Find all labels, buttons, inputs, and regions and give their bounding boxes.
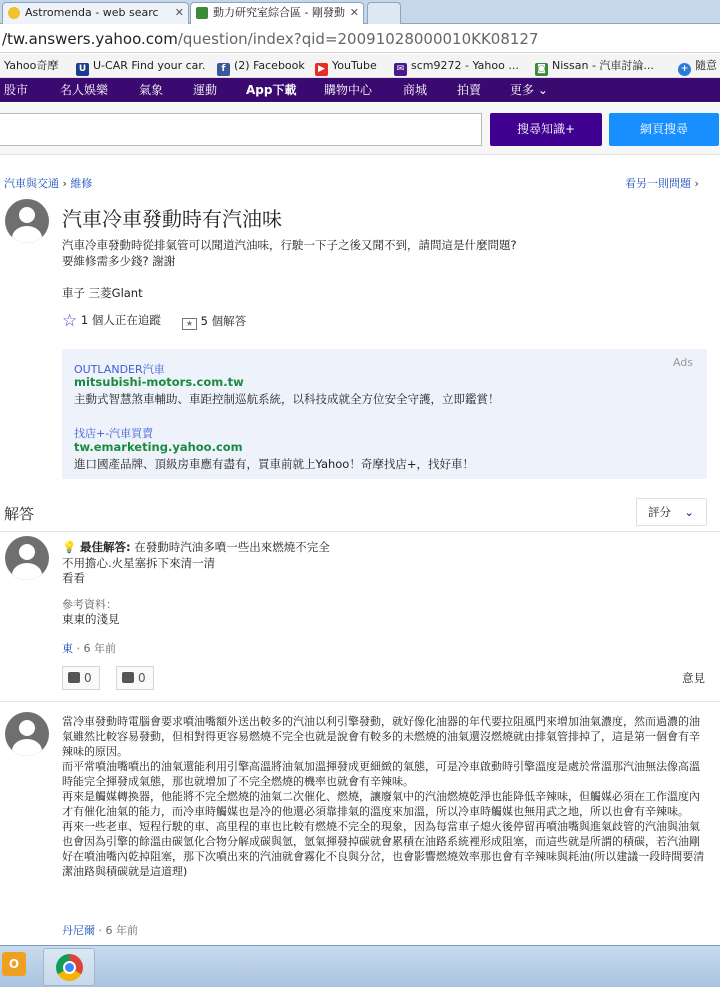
search-input[interactable] (0, 113, 482, 146)
bookmark-mail[interactable] (394, 54, 519, 78)
new-tab-button[interactable] (367, 2, 401, 24)
bookmark-label: Nissan - 汽車討論... (552, 59, 654, 72)
answer-meta (62, 922, 138, 938)
question-detail-2: 要維修需多少錢? 謝謝 (62, 254, 176, 268)
answer-time: · 6 年前 (98, 924, 138, 937)
comment-link[interactable]: 意見 (682, 671, 705, 685)
nav-auction[interactable]: 拍賣 (457, 83, 482, 97)
browser-tab-active[interactable] (190, 2, 364, 24)
bookmark-label: scm9272 - Yahoo ... (411, 59, 519, 72)
downvote-count: 0 (138, 671, 146, 685)
search-web-button[interactable]: 網頁搜尋 (609, 113, 719, 146)
bookmarks-bar (0, 54, 720, 78)
close-icon[interactable]: ✕ (349, 6, 359, 19)
ad-url[interactable]: mitsubishi-motors.com.tw (74, 375, 244, 389)
upvote-count: 0 (84, 671, 92, 685)
chevron-right-icon: › (694, 177, 699, 190)
answer-author[interactable]: 丹尼爾 (62, 924, 95, 937)
browser-tab-bar (0, 0, 720, 24)
divider (0, 701, 720, 702)
windows-taskbar (0, 945, 720, 987)
bookmark-more[interactable] (678, 54, 717, 78)
answer-author[interactable]: 東 (62, 642, 73, 655)
best-answer-badge: 最佳解答: (79, 540, 131, 554)
search-row (0, 103, 720, 155)
youtube-icon: ▶ (315, 63, 328, 76)
reference-label: 參考資料： (62, 598, 117, 611)
bookmark-label: U-CAR Find your car. (93, 59, 206, 72)
best-answer-line2: 不用擔心.火星塞拆下來清一清 (62, 556, 216, 570)
bookmark-yahoo[interactable] (4, 54, 58, 78)
nav-more[interactable] (510, 78, 548, 102)
chevron-down-icon: ⌄ (537, 83, 548, 97)
question-car: 車子 三菱Glant (62, 286, 143, 300)
sort-dropdown[interactable] (636, 498, 707, 526)
close-icon[interactable]: ✕ (174, 6, 184, 19)
astromenda-icon (8, 7, 20, 19)
answers-count-label: 5 個解答 (200, 314, 247, 328)
best-answer-line1: 在發動時汽油多噴一些出來燃燒不完全 (134, 540, 330, 554)
answer-time: · 6 年前 (76, 642, 116, 655)
search-answers-button[interactable]: 搜尋知識+ (490, 113, 602, 146)
bookmark-label: YouTube (332, 59, 377, 72)
reference-text: 東東的淺見 (62, 612, 120, 626)
comment-icon: ★ (182, 318, 197, 330)
nav-mall[interactable]: 商城 (403, 83, 428, 97)
bookmark-facebook[interactable] (217, 54, 305, 78)
tab-title: 動力研究室綜合區 - 剛發動 (213, 6, 345, 19)
next-question-link[interactable] (625, 175, 699, 191)
avatar (5, 199, 49, 243)
question-detail-1: 汽車冷車發動時從排氣管可以聞道汽油味，行駛一下子之後又聞不到，請問這是什麼問題? (62, 238, 517, 252)
avatar (5, 712, 49, 756)
nav-stocks[interactable]: 股市 (4, 83, 29, 97)
nav-sports[interactable]: 運動 (193, 83, 218, 97)
chevron-right-icon: › (62, 177, 67, 190)
browser-tab-astromenda[interactable] (2, 2, 189, 24)
followers-count: 1 個人正在追蹤 (80, 313, 161, 327)
upvote-button[interactable] (62, 666, 100, 690)
thumbs-down-icon (122, 672, 134, 683)
address-bar[interactable] (0, 25, 720, 53)
next-question-label: 看另一則問題 (625, 177, 691, 190)
chevron-down-icon: ⌄ (684, 505, 694, 519)
bookmark-youtube[interactable] (315, 54, 377, 78)
breadcrumb (4, 175, 92, 191)
ad-url[interactable]: tw.emarketing.yahoo.com (74, 440, 243, 454)
answer-text: 當冷車發動時電腦會要求噴油嘴額外送出較多的汽油以利引擎發動，就好像化油器的年代要拉阻風門來增加油氣濃度，然而過濃的油氣雖然比較容易發動，但相對得更容易燃燒不完全也就是說會有較多的未燃燒的油氣還沒燃燒就由排氣管排掉了，這是第一個會有辛辣味的原因。 而平常噴油嘴噴出的油氣還能利用引擎高溫將油氣加溫揮發成更細緻的氣態，可是冷車啟動時引擎溫度是處於常溫那汽油無法像高溫時能完全揮發成氣態，那也就增加了不完全燃燒的機率也就會有辛辣味。 再來是觸媒轉換器，他能將不完全燃燒的油氣二次催化、燃燒，讓廢氣中的汽油燃燒乾淨也能降低辛辣味，但觸媒必須在工作溫度內才有催化油氣的能力，而冷車時觸媒也是冷的他還必須靠排氣的溫度來加溫，所以冷車時觸媒也無用武之地，所以也會有辛辣味。 再來一些老車、短程行駛的車、高里程的車也比較有燃燒不完全的現象，因為每當車子熄火後停留再噴油嘴與進氣歧管的汽油與油氣也會因為引擎的餘溫由碳氫化合物分解成碳與氫，氫氣揮發掉碳就會累積在油路系統裡形成阻塞，而這些就是所謂的積碳，若汽油剛好在噴油嘴內乾掉阻塞，那下次噴出來的汽油就會霧化不良與分岔，也會影響燃燒效率那也會有辛辣味與耗油(所以建議一段時間要清潔油路與積碳就是這道理) (62, 715, 705, 878)
breadcrumb-subcategory[interactable]: 維修 (70, 177, 93, 190)
star-icon: ☆ (62, 311, 78, 331)
ad-title[interactable]: 找店+-汽車買賣 (74, 427, 154, 440)
ads-box (62, 349, 707, 479)
nav-app-download[interactable]: App下載 (246, 83, 297, 97)
outlook-icon[interactable]: O (2, 952, 26, 976)
facebook-icon: f (217, 63, 230, 76)
divider (0, 531, 720, 532)
ads-label: Ads (672, 356, 693, 369)
mail-icon: ✉ (394, 63, 407, 76)
bookmark-label: (2) Facebook (234, 59, 305, 72)
nav-entertainment[interactable]: 名人娛樂 (60, 83, 109, 97)
ad-title[interactable]: OUTLANDER汽車 (74, 363, 165, 376)
bookmark-label: Yahoo奇摩 (4, 59, 59, 72)
downvote-button[interactable] (116, 666, 154, 690)
nav-more-label: 更多 (510, 83, 535, 97)
answer-meta (62, 640, 116, 656)
nav-weather[interactable]: 氣象 (139, 83, 164, 97)
forum-icon: ◙ (535, 63, 548, 76)
bookmark-ucar[interactable] (76, 54, 205, 78)
url-path: /question/index?qid=20091028000010KK08127 (177, 30, 539, 48)
question-title: 汽車冷車發動時有汽油味 (62, 207, 282, 231)
answers-heading: 解答 (4, 505, 35, 523)
ucar-icon: U (76, 63, 89, 76)
avatar (5, 536, 49, 580)
url-host: /tw.answers.yahoo.com (2, 30, 178, 48)
tab-title: Astromenda - web searc (25, 6, 159, 19)
breadcrumb-category[interactable]: 汽車與交通 (4, 177, 59, 190)
ad-description: 進口國產品牌、頂級房車應有盡有，買車前就上Yahoo！奇摩找店+，找好車！ (74, 457, 474, 471)
chrome-icon[interactable] (43, 948, 95, 986)
ad-description: 主動式智慧煞車輔助、車距控制巡航系統，以科技成就全方位安全守護，立即鑑賞！ (74, 392, 500, 406)
bulb-icon: 💡 (62, 540, 77, 554)
bookmark-nissan[interactable] (535, 54, 654, 78)
best-answer (62, 539, 330, 555)
bookmark-label: 隨意 (695, 59, 717, 72)
sort-label: 評分 (648, 505, 671, 519)
plus-icon: + (678, 63, 691, 76)
yahoo-nav-bar (0, 78, 720, 102)
best-answer-line3: 看看 (62, 571, 85, 585)
follow-button[interactable] (62, 311, 161, 330)
forum-icon (196, 7, 208, 19)
thumbs-up-icon (68, 672, 80, 683)
nav-shopping[interactable]: 購物中心 (324, 83, 373, 97)
answers-count (182, 312, 246, 330)
